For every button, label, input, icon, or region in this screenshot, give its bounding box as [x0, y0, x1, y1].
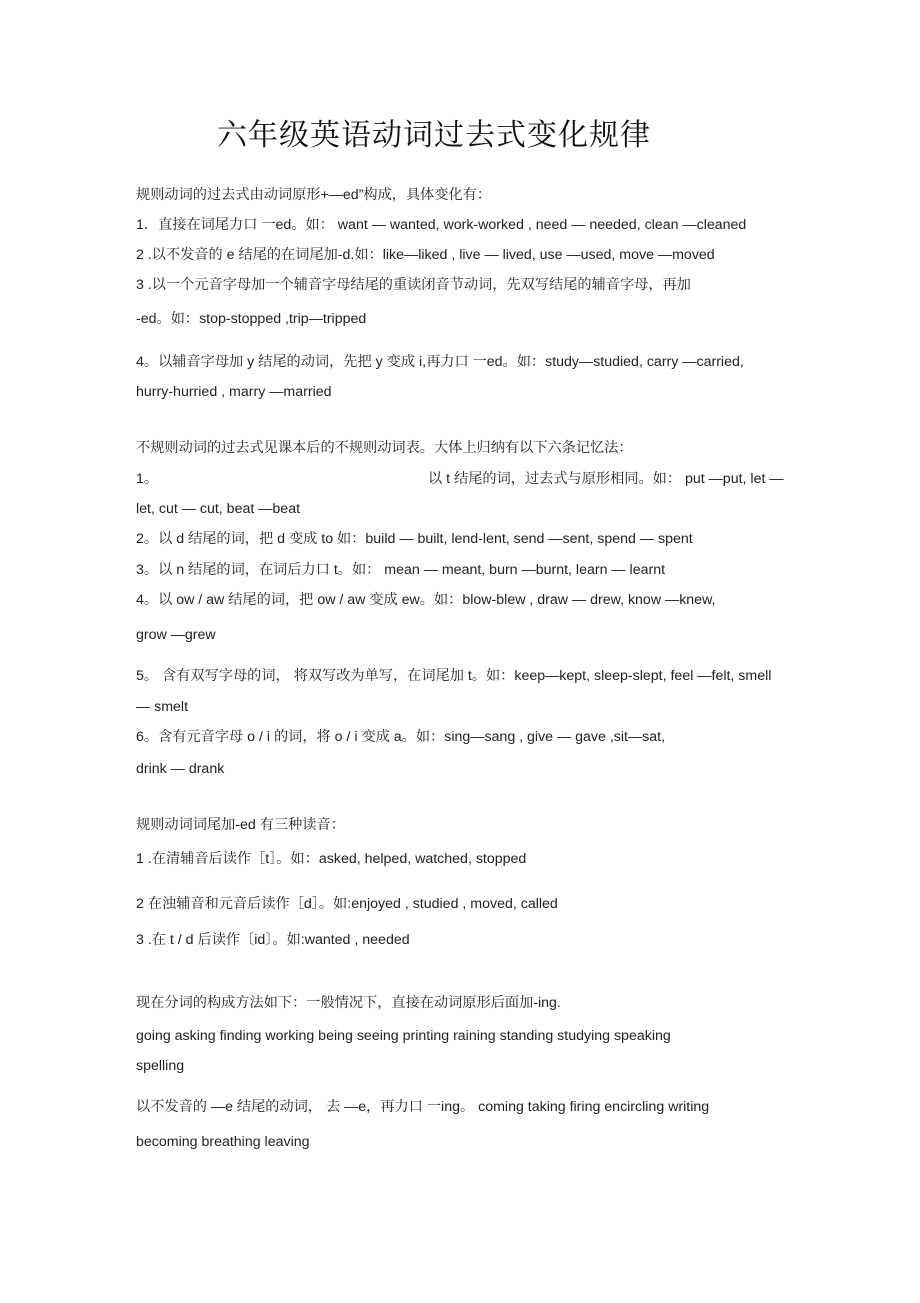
regular-rule-4-cont: hurry-hurried , marry —married — [136, 384, 332, 400]
irregular-rule-4-cont: grow —grew — [136, 627, 216, 643]
ed-pronunciation-intro: 规则动词词尾加-ed 有三种读音： — [136, 817, 345, 833]
page-title: 六年级英语动词过去式变化规律 — [217, 118, 651, 153]
irregular-rule-1-number: 1。 — [136, 471, 159, 487]
irregular-rule-1-cont: let, cut — cut, beat —beat — [136, 501, 301, 517]
irregular-verbs-intro: 不规则动词的过去式见课本后的不规则动词表。大体上归纳有以下六条记忆法： — [136, 440, 633, 456]
regular-rule-4: 4。以辅音字母加 y 结尾的动词，先把 y 变成 i,再力口 一ed。如：study—studied, carry —carried, — [136, 354, 744, 370]
irregular-rule-5: 5。 含有双写字母的词， 将双写改为单写，在词尾加 t。如：keep—kept, sleep-slept, feel —felt, smell — [136, 668, 772, 684]
irregular-rule-4: 4。以 ow / aw 结尾的词，把 ow / aw 变成 ew。如：blow-blew , draw — drew, know —knew, — [136, 592, 716, 608]
regular-rule-2: 2 .以不发音的 e 结尾的在词尾加-d.如：like—liked , live — lived, use —used, move —moved — [136, 247, 715, 263]
ed-pronunciation-d: 2 在浊辅音和元音后读作［d］。如:enjoyed , studied , moved, called — [136, 896, 558, 912]
regular-rule-1: 1．直接在词尾力口 一ed。如： want — wanted, work-worked , need — needed, clean —cleaned — [136, 217, 747, 233]
present-participle-e-rule: 以不发音的 —e 结尾的动词， 去 —e，再力口 一ing。 coming taking firing encircling writing — [136, 1099, 710, 1115]
present-participle-examples: going asking finding working being seeing printing raining standing studying speaking — [136, 1028, 671, 1044]
irregular-rule-1 — [136, 469, 788, 489]
present-participle-examples-cont: spelling — [136, 1058, 185, 1074]
ed-pronunciation-t: 1 .在清辅音后读作［t］。如：asked, helped, watched, stopped — [136, 851, 527, 867]
regular-rule-3: 3 .以一个元音字母加一个辅音字母结尾的重读闭音节动词，先双写结尾的辅音字母，再加 — [136, 277, 691, 293]
regular-rule-3-cont: -ed。如：stop-stopped ,trip—tripped — [136, 311, 367, 327]
irregular-rule-5-cont: — smelt — [136, 699, 189, 715]
present-participle-intro: 现在分词的构成方法如下：一般情况下，直接在动词原形后面加-ing. — [136, 995, 561, 1011]
irregular-rule-3: 3。以 n 结尾的词，在词后力口 t。如： mean — meant, burn —burnt, learn — learnt — [136, 562, 666, 578]
irregular-rule-2: 2。以 d 结尾的词，把 d 变成 to 如：build — built, lend-lent, send —sent, spend — spent — [136, 531, 693, 547]
regular-verbs-intro: 规则动词的过去式由动词原形+—ed”构成，具体变化有： — [136, 187, 492, 203]
irregular-rule-1-text: 以 t 结尾的词，过去式与原形相同。如： put —put, let — — [428, 471, 784, 487]
present-participle-e-rule-cont: becoming breathing leaving — [136, 1134, 310, 1150]
ed-pronunciation-id: 3 .在 t / d 后读作〔id〕。如:wanted , needed — [136, 932, 410, 948]
irregular-rule-6: 6。含有元音字母 o / i 的词，将 o / i 变成 a。如：sing—sang , give — gave ,sit—sat, — [136, 729, 666, 745]
irregular-rule-6-cont: drink — drank — [136, 761, 225, 777]
